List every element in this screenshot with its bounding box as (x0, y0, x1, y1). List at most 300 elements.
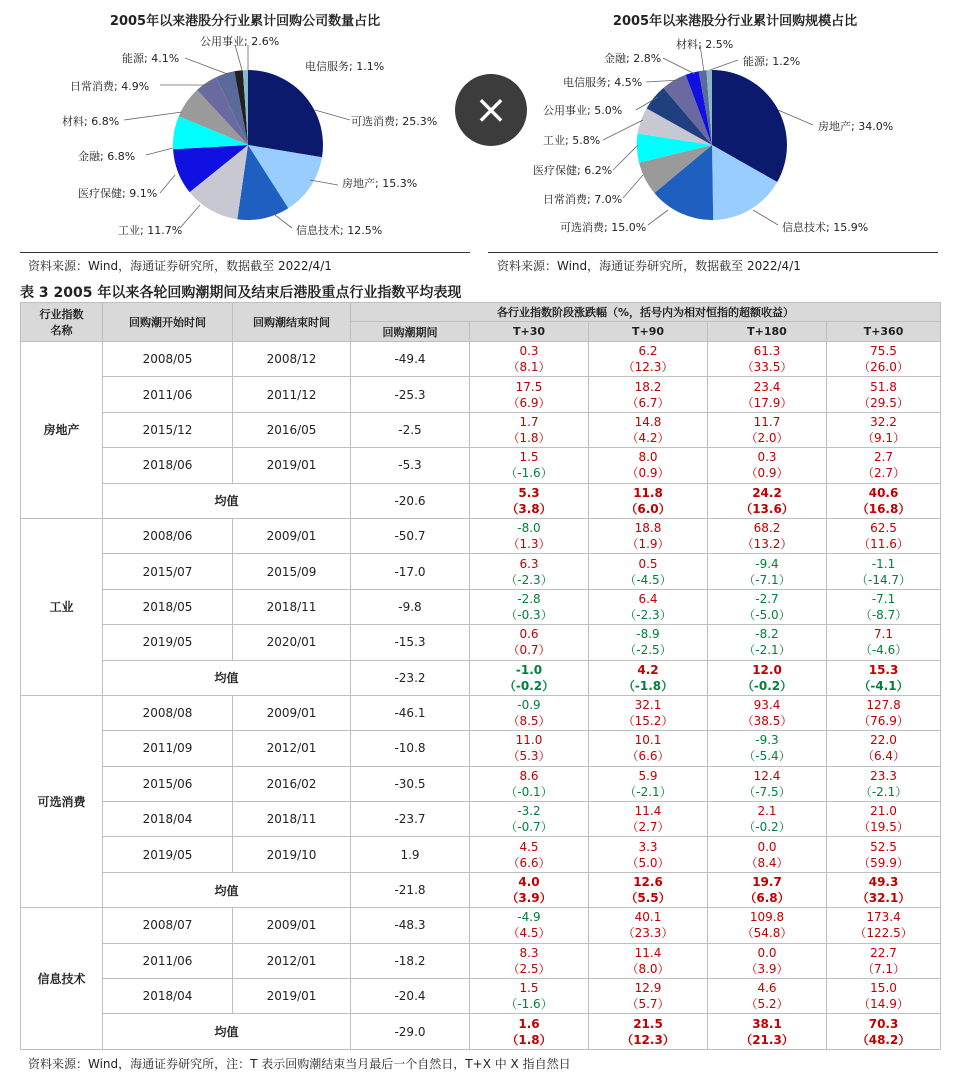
abs-return: 4.6 (757, 981, 777, 996)
abs-return: -2.7 (755, 591, 779, 606)
label-realestate: 房地产; 34.0% (818, 120, 894, 133)
start-date: 2011/09 (103, 731, 233, 766)
excess-return: （-0.2） (743, 820, 791, 835)
avg-return-cell (827, 872, 941, 907)
excess-return: （-2.1） (859, 784, 908, 799)
return-cell (470, 837, 589, 872)
header-start: 回购潮开始时间 (103, 303, 233, 342)
abs-return: 22.0 (870, 733, 897, 748)
return-cell (589, 625, 708, 660)
return-cell (470, 731, 589, 766)
abs-return: 109.8 (749, 910, 785, 925)
return-cell (708, 766, 827, 801)
start-date: 2015/07 (103, 554, 233, 589)
abs-return: 18.2 (634, 379, 662, 394)
return-cell (589, 943, 708, 978)
abs-return: 4.5 (519, 839, 539, 854)
excess-return: （-0.3） (505, 607, 553, 622)
avg-return-cell (827, 660, 941, 695)
excess-return: （122.5） (854, 926, 913, 941)
excess-return: （1.8） (507, 430, 551, 445)
excess-return: （2.7） (626, 820, 670, 835)
excess-return: （5.2） (745, 997, 789, 1012)
excess-return: （2.5） (507, 961, 551, 976)
excess-return: （8.4） (745, 855, 789, 870)
return-cell (827, 554, 941, 589)
table-row (21, 625, 941, 660)
abs-return: 0.5 (638, 556, 658, 571)
return-cell (470, 695, 589, 730)
label-energy: 能源; 4.1% (122, 52, 180, 65)
return-cell (827, 342, 941, 377)
excess-return: （4.2） (626, 430, 670, 445)
return-cell (470, 554, 589, 589)
avg-return-cell (470, 483, 589, 518)
return-cell (589, 766, 708, 801)
return-cell (470, 412, 589, 447)
start-date: 2019/05 (103, 837, 233, 872)
abs-return: 6.3 (519, 556, 539, 571)
pie-svg (20, 0, 470, 252)
excess-return: （0.7） (507, 643, 551, 658)
return-cell (708, 377, 827, 412)
return-cell (470, 342, 589, 377)
header-industry: 行业指数名称 (21, 303, 103, 342)
excess-return: （16.8） (856, 501, 911, 516)
return-cell (589, 412, 708, 447)
return-cell (708, 625, 827, 660)
excess-return: （15.2） (622, 714, 674, 729)
abs-return: 11.4 (634, 945, 662, 960)
return-cell (827, 943, 941, 978)
start-date: 2008/08 (103, 695, 233, 730)
table-row (21, 518, 941, 553)
excess-return: （33.5） (741, 360, 793, 375)
return-cell (827, 589, 941, 624)
abs-return: 21.5 (633, 1016, 663, 1031)
excess-return: （13.6） (740, 501, 794, 516)
pie-svg (488, 0, 938, 252)
divider (20, 252, 470, 253)
excess-return: （-1.6） (505, 997, 553, 1012)
label-it: 信息技术; 15.9% (782, 221, 869, 234)
excess-return: （12.3） (622, 360, 674, 375)
excess-return: （17.9） (741, 395, 793, 410)
abs-return: 1.5 (519, 450, 539, 465)
abs-return: 24.2 (752, 485, 782, 500)
abs-return: 61.3 (753, 344, 781, 359)
return-cell (708, 518, 827, 553)
header-period: 回购潮期间 (351, 322, 470, 342)
abs-return: 173.4 (866, 910, 901, 925)
abs-return: 10.1 (634, 733, 662, 748)
avg-return-cell (589, 1014, 708, 1049)
return-cell (827, 625, 941, 660)
return-cell (827, 518, 941, 553)
avg-period: -21.8 (351, 872, 470, 907)
excess-return: （14.9） (858, 997, 909, 1012)
abs-return: 93.4 (753, 698, 781, 713)
return-cell (470, 589, 589, 624)
return-cell (708, 695, 827, 730)
abs-return: -4.9 (517, 910, 541, 925)
abs-return: 62.5 (870, 521, 897, 536)
return-cell (470, 908, 589, 943)
table-row (21, 412, 941, 447)
return-cell (827, 908, 941, 943)
return-cell (708, 448, 827, 483)
performance-table (20, 302, 941, 1050)
excess-return: （-0.2） (741, 678, 793, 693)
abs-return: 127.8 (866, 698, 901, 713)
label-materials: 材料; 2.5% (676, 38, 734, 51)
excess-return: （2.7） (861, 466, 906, 481)
table-row (21, 943, 941, 978)
avg-period: -23.2 (351, 660, 470, 695)
label-staples: 日常消费; 7.0% (543, 193, 623, 206)
abs-return: 52.5 (870, 839, 897, 854)
excess-return: （-5.4） (743, 749, 791, 764)
return-cell (827, 448, 941, 483)
return-cell (827, 412, 941, 447)
avg-return-cell (589, 483, 708, 518)
excess-return: （6.8） (744, 891, 790, 906)
header-t180: T+180 (708, 322, 827, 342)
return-cell (470, 377, 589, 412)
excess-return: （23.3） (622, 926, 674, 941)
label-industrials: 工业; 5.8% (543, 134, 601, 147)
label-healthcare: 医疗保健; 6.2% (533, 164, 613, 177)
excess-return: （3.9） (506, 891, 552, 906)
return-cell (708, 979, 827, 1014)
start-date: 2011/06 (103, 943, 233, 978)
excess-return: （26.0） (858, 360, 909, 375)
excess-return: （-14.7） (856, 572, 912, 587)
excess-return: （-1.6） (505, 466, 553, 481)
table-row (21, 695, 941, 730)
label-utilities: 公用事业; 5.0% (543, 104, 623, 117)
return-cell (589, 837, 708, 872)
excess-return: （6.4） (861, 749, 906, 764)
excess-return: （48.2） (856, 1032, 911, 1047)
end-date: 2012/01 (233, 731, 351, 766)
abs-return: 8.6 (519, 768, 539, 783)
avg-row (21, 872, 941, 907)
avg-return-cell (589, 660, 708, 695)
abs-return: -1.1 (871, 556, 896, 571)
return-cell (708, 837, 827, 872)
period-return: -50.7 (351, 518, 470, 553)
end-date: 2009/01 (233, 908, 351, 943)
excess-return: （2.0） (745, 430, 789, 445)
excess-return: （1.9） (626, 537, 670, 552)
abs-return: 0.3 (757, 450, 777, 465)
return-cell (827, 837, 941, 872)
abs-return: 6.4 (638, 591, 658, 606)
abs-return: 11.0 (515, 733, 543, 748)
return-cell (470, 518, 589, 553)
return-cell (708, 802, 827, 837)
abs-return: 15.0 (870, 981, 897, 996)
period-return: -18.2 (351, 943, 470, 978)
period-return: -9.8 (351, 589, 470, 624)
abs-return: -1.0 (515, 662, 543, 677)
end-date: 2018/11 (233, 589, 351, 624)
abs-return: 23.4 (753, 379, 781, 394)
abs-return: 1.7 (519, 414, 539, 429)
label-materials: 材料; 6.8% (62, 115, 120, 128)
abs-return: -7.1 (871, 591, 896, 606)
label-realestate: 房地产; 15.3% (342, 177, 418, 190)
abs-return: 8.3 (519, 945, 539, 960)
close-icon: × (474, 87, 508, 133)
return-cell (589, 979, 708, 1014)
excess-return: （5.3） (507, 749, 551, 764)
avg-label: 均值 (103, 872, 351, 907)
excess-return: （-2.5） (624, 643, 672, 658)
avg-return-cell (589, 872, 708, 907)
abs-return: 11.7 (753, 414, 781, 429)
avg-period: -20.6 (351, 483, 470, 518)
excess-return: （21.3） (740, 1032, 794, 1047)
excess-return: （-4.6） (859, 643, 908, 658)
return-cell (708, 412, 827, 447)
abs-return: 3.3 (638, 839, 658, 854)
label-it: 信息技术; 12.5% (296, 224, 383, 237)
abs-return: 8.0 (638, 450, 658, 465)
abs-return: 22.7 (870, 945, 897, 960)
period-return: -48.3 (351, 908, 470, 943)
abs-return: 19.7 (752, 875, 782, 890)
label-energy: 能源; 1.2% (743, 55, 801, 68)
abs-return: -8.2 (755, 627, 779, 642)
period-return: -5.3 (351, 448, 470, 483)
abs-return: 12.6 (633, 875, 663, 890)
excess-return: （6.9） (507, 395, 551, 410)
excess-return: （-0.1） (505, 784, 553, 799)
excess-return: （6.7） (626, 395, 670, 410)
excess-return: （-2.3） (624, 607, 672, 622)
excess-return: （-2.1） (624, 784, 672, 799)
chart-title: 2005年以来港股分行业累计回购公司数量占比 (109, 14, 381, 29)
label-discretionary: 可选消费; 25.3% (351, 115, 438, 128)
label-financials: 金融; 6.8% (78, 150, 136, 163)
return-cell (827, 377, 941, 412)
avg-return-cell (470, 660, 589, 695)
excess-return: （6.6） (507, 855, 551, 870)
abs-return: 12.0 (752, 662, 782, 677)
excess-return: （3.8） (506, 501, 552, 516)
excess-return: （5.0） (626, 855, 670, 870)
return-cell (589, 908, 708, 943)
end-date: 2015/09 (233, 554, 351, 589)
return-cell (708, 943, 827, 978)
label-healthcare: 医疗保健; 9.1% (78, 187, 158, 200)
abs-return: 0.6 (519, 627, 539, 642)
label-industrials: 工业; 11.7% (118, 224, 183, 237)
table-row (21, 979, 941, 1014)
source-note: 资料来源：Wind，海通证券研究所，数据截至 2022/4/1 (497, 259, 801, 273)
period-return: -49.4 (351, 342, 470, 377)
end-date: 2018/11 (233, 802, 351, 837)
abs-return: 5.9 (638, 768, 658, 783)
abs-return: 5.3 (518, 485, 540, 500)
avg-return-cell (708, 483, 827, 518)
return-cell (470, 979, 589, 1014)
period-return: -23.7 (351, 802, 470, 837)
abs-return: 70.3 (868, 1016, 899, 1031)
excess-return: （38.5） (741, 714, 793, 729)
abs-return: 32.2 (870, 414, 897, 429)
period-return: 1.9 (351, 837, 470, 872)
excess-return: （0.9） (626, 466, 670, 481)
return-cell (589, 802, 708, 837)
return-cell (708, 731, 827, 766)
industry-name: 工业 (21, 518, 103, 695)
abs-return: 1.6 (518, 1016, 540, 1031)
abs-return: -2.8 (517, 591, 541, 606)
excess-return: （6.0） (625, 501, 671, 516)
excess-return: （5.7） (626, 997, 670, 1012)
abs-return: 49.3 (868, 875, 899, 890)
start-date: 2011/06 (103, 377, 233, 412)
return-cell (589, 695, 708, 730)
return-cell (470, 766, 589, 801)
excess-return: （-2.3） (505, 572, 553, 587)
abs-return: 17.5 (515, 379, 543, 394)
table-row (21, 766, 941, 801)
abs-return: 2.1 (757, 804, 777, 819)
abs-return: 2.7 (873, 450, 894, 465)
abs-return: 0.3 (519, 344, 539, 359)
return-cell (589, 731, 708, 766)
excess-return: （3.9） (745, 961, 789, 976)
excess-return: （-4.1） (858, 678, 909, 693)
pie-chart-buyback-count (20, 0, 470, 252)
divider (488, 252, 938, 253)
abs-return: -9.4 (755, 556, 779, 571)
header-end: 回购潮结束时间 (233, 303, 351, 342)
return-cell (708, 589, 827, 624)
abs-return: 23.3 (870, 768, 897, 783)
abs-return: 75.5 (870, 344, 897, 359)
industry-name: 可选消费 (21, 695, 103, 907)
return-cell (827, 979, 941, 1014)
abs-return: 11.4 (634, 804, 662, 819)
return-cell (708, 342, 827, 377)
avg-return-cell (708, 660, 827, 695)
abs-return: 12.9 (634, 981, 662, 996)
end-date: 2011/12 (233, 377, 351, 412)
return-cell (470, 943, 589, 978)
end-date: 2019/01 (233, 979, 351, 1014)
start-date: 2018/04 (103, 979, 233, 1014)
end-date: 2008/12 (233, 342, 351, 377)
excess-return: （8.5） (507, 714, 551, 729)
avg-return-cell (827, 1014, 941, 1049)
return-cell (589, 448, 708, 483)
table-row (21, 589, 941, 624)
excess-return: （0.9） (745, 466, 789, 481)
return-cell (589, 554, 708, 589)
avg-return-cell (708, 872, 827, 907)
avg-period: -29.0 (351, 1014, 470, 1049)
pie-chart-buyback-size (488, 0, 938, 252)
abs-return: 14.8 (634, 414, 662, 429)
table-row (21, 802, 941, 837)
period-return: -25.3 (351, 377, 470, 412)
end-date: 2016/05 (233, 412, 351, 447)
excess-return: （4.5） (507, 926, 551, 941)
header-t90: T+90 (589, 322, 708, 342)
table-row (21, 342, 941, 377)
excess-return: （8.0） (626, 961, 670, 976)
return-cell (589, 518, 708, 553)
abs-return: 18.8 (634, 521, 662, 536)
chart-title: 2005年以来港股分行业累计回购规模占比 (612, 14, 858, 29)
return-cell (589, 377, 708, 412)
excess-return: （76.9） (858, 714, 909, 729)
avg-label: 均值 (103, 1014, 351, 1049)
header-t30: T+30 (470, 322, 589, 342)
excess-return: （5.5） (625, 891, 671, 906)
period-return: -20.4 (351, 979, 470, 1014)
abs-return: 12.4 (753, 768, 781, 783)
start-date: 2018/04 (103, 802, 233, 837)
return-cell (470, 802, 589, 837)
avg-return-cell (708, 1014, 827, 1049)
abs-return: 15.3 (868, 662, 899, 677)
excess-return: （-0.7） (505, 820, 553, 835)
avg-label: 均值 (103, 660, 351, 695)
abs-return: 32.1 (634, 698, 662, 713)
excess-return: （12.3） (621, 1032, 675, 1047)
label-discretionary: 可选消费; 15.0% (560, 221, 647, 234)
excess-return: （-2.1） (743, 643, 791, 658)
excess-return: （-4.5） (624, 572, 672, 587)
abs-return: -8.0 (517, 521, 541, 536)
period-return: -30.5 (351, 766, 470, 801)
return-cell (827, 766, 941, 801)
return-cell (827, 695, 941, 730)
end-date: 2009/01 (233, 695, 351, 730)
end-date: 2019/01 (233, 448, 351, 483)
end-date: 2012/01 (233, 943, 351, 978)
excess-return: （54.8） (741, 926, 793, 941)
start-date: 2008/06 (103, 518, 233, 553)
abs-return: -3.2 (517, 804, 541, 819)
label-financials: 金融; 2.8% (604, 52, 662, 65)
start-date: 2018/05 (103, 589, 233, 624)
excess-return: （-8.7） (859, 607, 908, 622)
abs-return: 68.2 (753, 521, 781, 536)
abs-return: 21.0 (870, 804, 897, 819)
excess-return: （32.1） (856, 891, 911, 906)
excess-return: （1.3） (507, 537, 551, 552)
header-group: 各行业指数阶段涨跌幅（%，括号内为相对恒指的超额收益） (351, 303, 941, 322)
abs-return: 51.8 (870, 379, 897, 394)
period-return: -10.8 (351, 731, 470, 766)
abs-return: 4.2 (637, 662, 659, 677)
label-telecom: 电信服务; 1.1% (305, 60, 385, 73)
slice-discretionary (248, 70, 323, 157)
return-cell (827, 802, 941, 837)
abs-return: 6.2 (638, 344, 658, 359)
abs-return: 11.8 (633, 485, 663, 500)
period-return: -15.3 (351, 625, 470, 660)
excess-return: （7.1） (861, 961, 906, 976)
abs-return: 0.0 (757, 945, 777, 960)
